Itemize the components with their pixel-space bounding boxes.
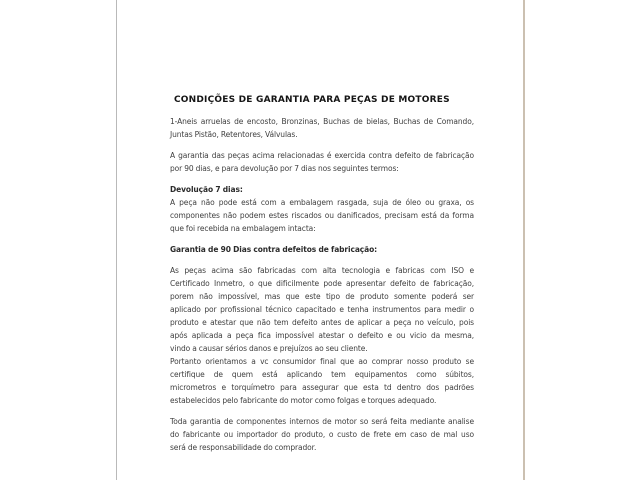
text-line: aplicado por profissional técnico capacitado e tenha instrumentos para medir o: [170, 305, 474, 314]
text-line: por 90 dias, e para devolução por 7 dias nos seguintes termos:: [170, 164, 399, 173]
text-line: certifique de quem está aplicando tem equipamentos como súbitos,: [170, 370, 474, 379]
text-line: será de responsabilidade do comprador.: [170, 443, 317, 452]
text-line: produto e atestar que não tem defeito antes de aplicar a peça no veículo, pois: [170, 318, 474, 327]
text-line: A garantia das peças acima relacionadas é exercida contra defeito de fabricação: [170, 151, 474, 160]
paragraph: [170, 149, 474, 175]
text-line: 1-Aneis arruelas de encosto, Bronzinas, Buchas de bielas, Buchas de Comando,: [170, 117, 474, 126]
text-line: Portanto orientamos a vc consumidor final que ao comprar nosso produto se: [170, 357, 474, 366]
document-page: [116, 0, 525, 480]
document-blocks: [170, 115, 474, 454]
paragraph: [170, 264, 474, 355]
paragraph: [170, 196, 474, 235]
section-heading: [170, 243, 474, 256]
text-line: porem não impossível, mas que este tipo de produto somente poderá ser: [170, 292, 474, 301]
document-body: [117, 0, 523, 454]
text-line: vindo a causar sérios danos e prejuízos ao seu cliente.: [170, 344, 368, 353]
text-line: Garantia de 90 Dias contra defeitos de fabricação:: [170, 245, 378, 254]
text-line: do fabricante ou importador do produto, o custo de frete em caso de mal uso: [170, 430, 474, 439]
text-line: componentes não podem estes riscados ou danificados, precisam está da forma: [170, 211, 474, 220]
paragraph: [170, 355, 474, 407]
text-line: A peça não pode está com a embalagem rasgada, suja de óleo ou graxa, os: [170, 198, 474, 207]
paragraph: [170, 415, 474, 454]
text-line: Toda garantia de componentes internos de motor so será feita mediante analise: [170, 417, 474, 426]
section-heading: [170, 183, 474, 196]
document-title: CONDIÇÕES DE GARANTIA PARA PEÇAS DE MOTORES: [174, 95, 450, 105]
text-line: Juntas Pistão, Retentores, Válvulas.: [170, 130, 298, 139]
text-line: Certificado Inmetro, o que dificilmente pode apresentar defeito de fabricação,: [170, 279, 474, 288]
text-line: As peças acima são fabricadas com alta tecnologia e fabricas com ISO e: [170, 266, 474, 275]
text-line: estabelecidos pelo fabricante do motor como folgas e torques adequado.: [170, 396, 437, 405]
text-line: que foi recebida na embalagem intacta:: [170, 224, 316, 233]
paragraph: [170, 115, 474, 141]
text-line: Devolução 7 dias:: [170, 185, 243, 194]
text-line: após aplicada a peça fica impossível atestar o defeito e ou vicio da mesma,: [170, 331, 474, 340]
text-line: micrometros e torquímetro para assegurar que esta td dentro dos padrões: [170, 383, 474, 392]
